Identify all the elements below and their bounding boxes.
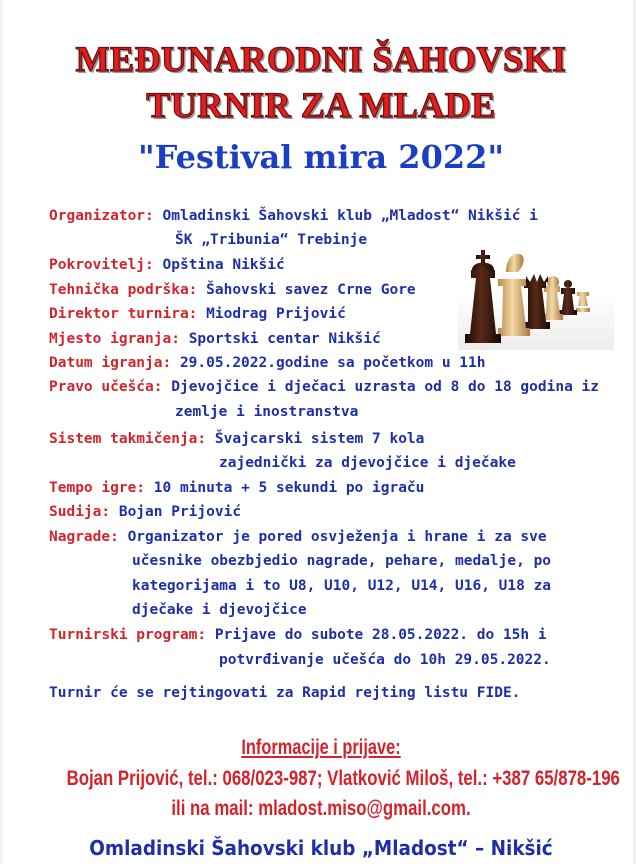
row-mjesto	[49, 327, 381, 351]
label-tempo: Tempo igre:	[49, 480, 146, 496]
value-tempo: 10 minuta + 5 sekundi po igraču	[153, 480, 425, 496]
value-organizator-cont: ŠK „Tribunia“ Trebinje	[175, 232, 368, 248]
row-datum	[49, 351, 486, 375]
title-line-2: TURNIR ZA MLADE	[146, 85, 496, 125]
value-nagrade: Organizator je pored osvježenja i hrane i za sve	[127, 529, 547, 545]
label-organizator: Organizator:	[49, 208, 154, 224]
value-nagrade-cont1: učesnike obezbjedio nagrade, pehare, medalje, po	[132, 553, 552, 569]
value-program: Prijave do subote 28.05.2022. do 15h i	[214, 627, 547, 643]
row-tempo	[49, 476, 424, 500]
value-sistem-cont: zajednički za djevojčice i dječake	[219, 455, 516, 471]
label-sistem: Sistem takmičenja:	[49, 431, 207, 447]
value-nagrade-cont2: kategorijama i to U8, U10, U12, U14, U16, U18 za	[132, 578, 552, 594]
value-sistem: Švajcarski sistem 7 kola	[214, 431, 425, 447]
value-pokrovitelj: Opština Nikšić	[162, 257, 285, 273]
value-nagrade-cont3: dječake i djevojčice	[132, 602, 307, 618]
festival-title: "Festival mira 2022"	[137, 138, 505, 176]
row-pokrovitelj	[49, 253, 285, 277]
info-heading: Informacije i prijave:	[241, 736, 401, 759]
info-mail[interactable]: ili na mail: mladost.miso@gmail.com.	[171, 797, 471, 820]
label-nagrade: Nagrade:	[49, 529, 119, 545]
footer-club-name: Omladinski Šahovski klub „Mladost“ – Nikšić	[89, 836, 553, 860]
value-pravo-cont: zemlje i inostranstva	[175, 404, 359, 420]
value-mjesto: Sportski centar Nikšić	[188, 331, 381, 347]
value-organizator: Omladinski Šahovski klub „Mladost“ Nikšić i	[162, 208, 538, 224]
value-tehnicka: Šahovski savez Crne Gore	[206, 282, 416, 298]
label-program: Turnirski program:	[49, 627, 207, 643]
value-direktor: Miodrag Prijović	[206, 306, 346, 322]
value-datum: 29.05.2022.godine sa početkom u 11h	[179, 355, 486, 371]
rejting-note: Turnir će se rejtingovati za Rapid rejting listu FIDE.	[49, 685, 521, 701]
value-program-cont: potvrđivanje učešća do 10h 29.05.2022.	[219, 652, 551, 668]
info-contacts: Bojan Prijović, tel.: 068/023-987; Vlatković Miloš, tel.: +387 65/878-196	[66, 767, 620, 790]
value-pravo: Djevojčice i dječaci uzrasta od 8 do 18 godina iz	[171, 379, 599, 395]
value-sudija: Bojan Prijović	[118, 504, 242, 520]
label-direktor: Direktor turnira:	[49, 306, 198, 322]
row-sistem	[49, 427, 424, 451]
label-pokrovitelj: Pokrovitelj:	[49, 257, 154, 273]
row-program	[49, 623, 547, 647]
chess-pieces-icon	[458, 226, 614, 350]
title-line-1: MEĐUNARODNI ŠAHOVSKI	[75, 39, 567, 79]
row-tehnicka	[49, 278, 416, 302]
row-direktor	[49, 302, 346, 326]
label-mjesto: Mjesto igranja:	[49, 331, 180, 347]
label-tehnicka: Tehnička podrška:	[49, 282, 198, 298]
label-datum: Datum igranja:	[49, 355, 172, 371]
label-sudija: Sudija:	[49, 504, 111, 520]
row-sudija	[49, 500, 241, 524]
row-nagrade	[49, 525, 547, 549]
row-organizator	[49, 204, 538, 228]
label-pravo: Pravo učešća:	[49, 379, 163, 395]
row-pravo	[49, 375, 599, 399]
